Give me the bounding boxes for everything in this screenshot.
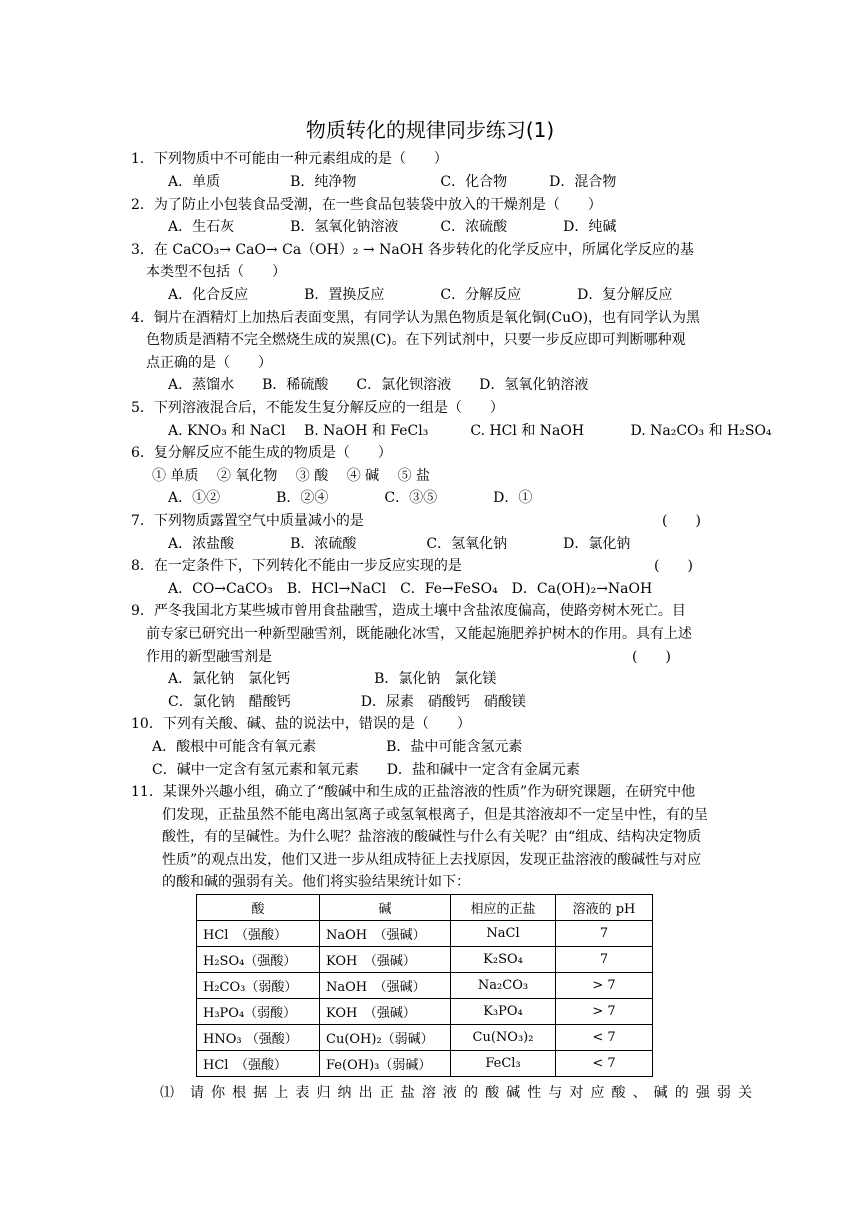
table-cell: HCl （强酸）: [197, 1051, 320, 1077]
table-cell: Na₂CO₃: [451, 973, 556, 999]
table-cell: 7: [556, 921, 653, 947]
question-9-cont-1: 前专家已研究出一种新型融雪剂，既能融化冰雪，又能起施肥养护树木的作用。具有上述: [146, 626, 692, 642]
question-1-options: A．单质 B．纯净物 C．化合物 D．混合物: [168, 174, 617, 190]
table-header-cell: 碱: [320, 895, 451, 921]
table-row: [197, 973, 653, 999]
table-cell: KOH （强碱）: [320, 999, 451, 1025]
question-7-answer-paren: ( ): [662, 513, 701, 529]
table-cell: FeCl₃: [451, 1051, 556, 1077]
question-3-cont: 本类型不包括（ ）: [146, 264, 286, 280]
sub-question-number: ⑴: [160, 1085, 174, 1101]
sub-question-1: 请 你 根 据 上 表 归 纳 出 正 盐 溶 液 的 酸 碱 性 与 对 应 酸 、 碱 的 强 弱 关: [190, 1085, 752, 1101]
table-cell: Cu(NO₃)₂: [451, 1025, 556, 1051]
question-2: 2．为了防止小包装食品受潮，在一些食品包装袋中放入的干燥剂是（ ）: [131, 197, 602, 213]
question-9-options-2: C．氯化钠 醋酸钙 D．尿素 硝酸钙 硝酸镁: [168, 694, 526, 710]
table-cell: < 7: [556, 1051, 653, 1077]
table-cell: NaOH （强碱）: [320, 973, 451, 999]
question-5: 5．下列溶液混合后，不能发生复分解反应的一组是（ ）: [131, 400, 504, 416]
question-6-items: ① 单质 ② 氧化物 ③ 酸 ④ 碱 ⑤ 盐: [152, 468, 431, 484]
question-3: 3．在 CaCO₃→ CaO→ Ca（OH）₂ → NaOH 各步转化的化学反应中，所属化学反应的基: [131, 242, 694, 258]
question-10-options-2: C．碱中一定含有氢元素和氧元素 D．盐和碱中一定含有金属元素: [152, 762, 580, 778]
table-cell: H₂SO₄（强酸）: [197, 947, 320, 973]
question-9: 9．严冬我国北方某些城市曾用食盐融雪，造成土壤中含盐浓度偏高，使路旁树木死亡。目: [131, 603, 686, 619]
question-8-options: A．CO→CaCO₃ B．HCl→NaCl C．Fe→FeSO₄ D．Ca(OH)₂→NaOH: [168, 581, 653, 597]
table-cell: Cu(OH)₂（弱碱）: [320, 1025, 451, 1051]
question-10-options-1: A．酸根中可能含有氧元素 B．盐中可能含氢元素: [152, 739, 523, 755]
question-3-options: A．化合反应 B．置换反应 C．分解反应 D．复分解反应: [168, 287, 673, 303]
table-cell: K₃PO₄: [451, 999, 556, 1025]
question-8-answer-paren: ( ): [654, 558, 693, 574]
table-row: [197, 1025, 653, 1051]
question-11-cont-4: 的酸和碱的强弱有关。他们将实验结果统计如下：: [162, 874, 470, 890]
question-6: 6．复分解反应不能生成的物质是（ ）: [131, 445, 392, 461]
table-header-cell: 相应的正盐: [451, 895, 556, 921]
table-cell: > 7: [556, 973, 653, 999]
table-cell: K₂SO₄: [451, 947, 556, 973]
question-1: 1．下列物质中不可能由一种元素组成的是（ ）: [131, 151, 448, 167]
question-11-cont-3: 性质”的观点出发，他们又进一步从组成特征上去找原因，发现正盐溶液的酸碱性与对应: [162, 852, 702, 868]
table-header-cell: 酸: [197, 895, 320, 921]
page-title: 物质转化的规律同步练习(1): [305, 118, 555, 142]
table-cell: 7: [556, 947, 653, 973]
question-6-options: A．①② B．②④ C．③⑤ D．①: [168, 490, 533, 506]
table-cell: > 7: [556, 999, 653, 1025]
table-cell: NaCl: [451, 921, 556, 947]
salt-ph-table: [196, 894, 653, 1077]
table-cell: H₂CO₃（弱酸）: [197, 973, 320, 999]
table-cell: KOH （强碱）: [320, 947, 451, 973]
question-5-options: A. KNO₃ 和 NaCl B. NaOH 和 FeCl₃ C. HCl 和 NaOH D. Na₂CO₃ 和 H₂SO₄: [168, 423, 772, 439]
table-header-cell: 溶液的 pH: [556, 895, 653, 921]
question-9-answer-paren: ( ): [632, 649, 671, 665]
table-cell: HCl （强酸）: [197, 921, 320, 947]
table-row: [197, 947, 653, 973]
question-7: 7．下列物质露置空气中质量减小的是: [131, 513, 364, 529]
table-row: [197, 999, 653, 1025]
question-4: 4．铜片在酒精灯上加热后表面变黑，有同学认为黑色物质是氧化铜(CuO)，也有同学认为黑: [131, 310, 701, 326]
question-11-cont-1: 们发现，正盐虽然不能电离出氢离子或氢氧根离子，但是其溶液却不一定呈中性，有的呈: [162, 807, 708, 823]
table-cell: < 7: [556, 1025, 653, 1051]
table-cell: Fe(OH)₃（弱碱）: [320, 1051, 451, 1077]
question-4-cont-2: 点正确的是（ ）: [146, 355, 272, 371]
question-2-options: A．生石灰 B．氢氧化钠溶液 C．浓硫酸 D．纯碱: [168, 219, 617, 235]
question-11: 11．某课外兴趣小组，确立了“酸碱中和生成的正盐溶液的性质”作为研究课题，在研究中他: [131, 784, 696, 800]
question-8: 8．在一定条件下，下列转化不能由一步反应实现的是: [131, 558, 462, 574]
table-row: [197, 921, 653, 947]
question-11-cont-2: 酸性，有的呈碱性。为什么呢？盐溶液的酸碱性与什么有关呢？由“组成、结构决定物质: [162, 829, 702, 845]
table-cell: H₃PO₄（弱酸）: [197, 999, 320, 1025]
question-4-cont-1: 色物质是酒精不完全燃烧生成的炭黑(C)。在下列试剂中，只要一步反应即可判断哪种观: [146, 332, 686, 348]
question-7-options: A．浓盐酸 B．浓硫酸 C．氢氧化钠 D．氯化钠: [168, 536, 631, 552]
question-9-options-1: A．氯化钠 氯化钙 B．氯化钠 氯化镁: [168, 671, 497, 687]
question-10: 10．下列有关酸、碱、盐的说法中，错误的是（ ）: [131, 716, 471, 732]
table-header-row: [197, 895, 653, 921]
question-9-cont-2: 作用的新型融雪剂是: [146, 649, 272, 665]
question-4-options: A．蒸馏水 B．稀硫酸 C．氯化钡溶液 D．氢氧化钠溶液: [168, 377, 589, 393]
table-cell: HNO₃ （强酸）: [197, 1025, 320, 1051]
table-cell: NaOH （强碱）: [320, 921, 451, 947]
table-row: [197, 1051, 653, 1077]
